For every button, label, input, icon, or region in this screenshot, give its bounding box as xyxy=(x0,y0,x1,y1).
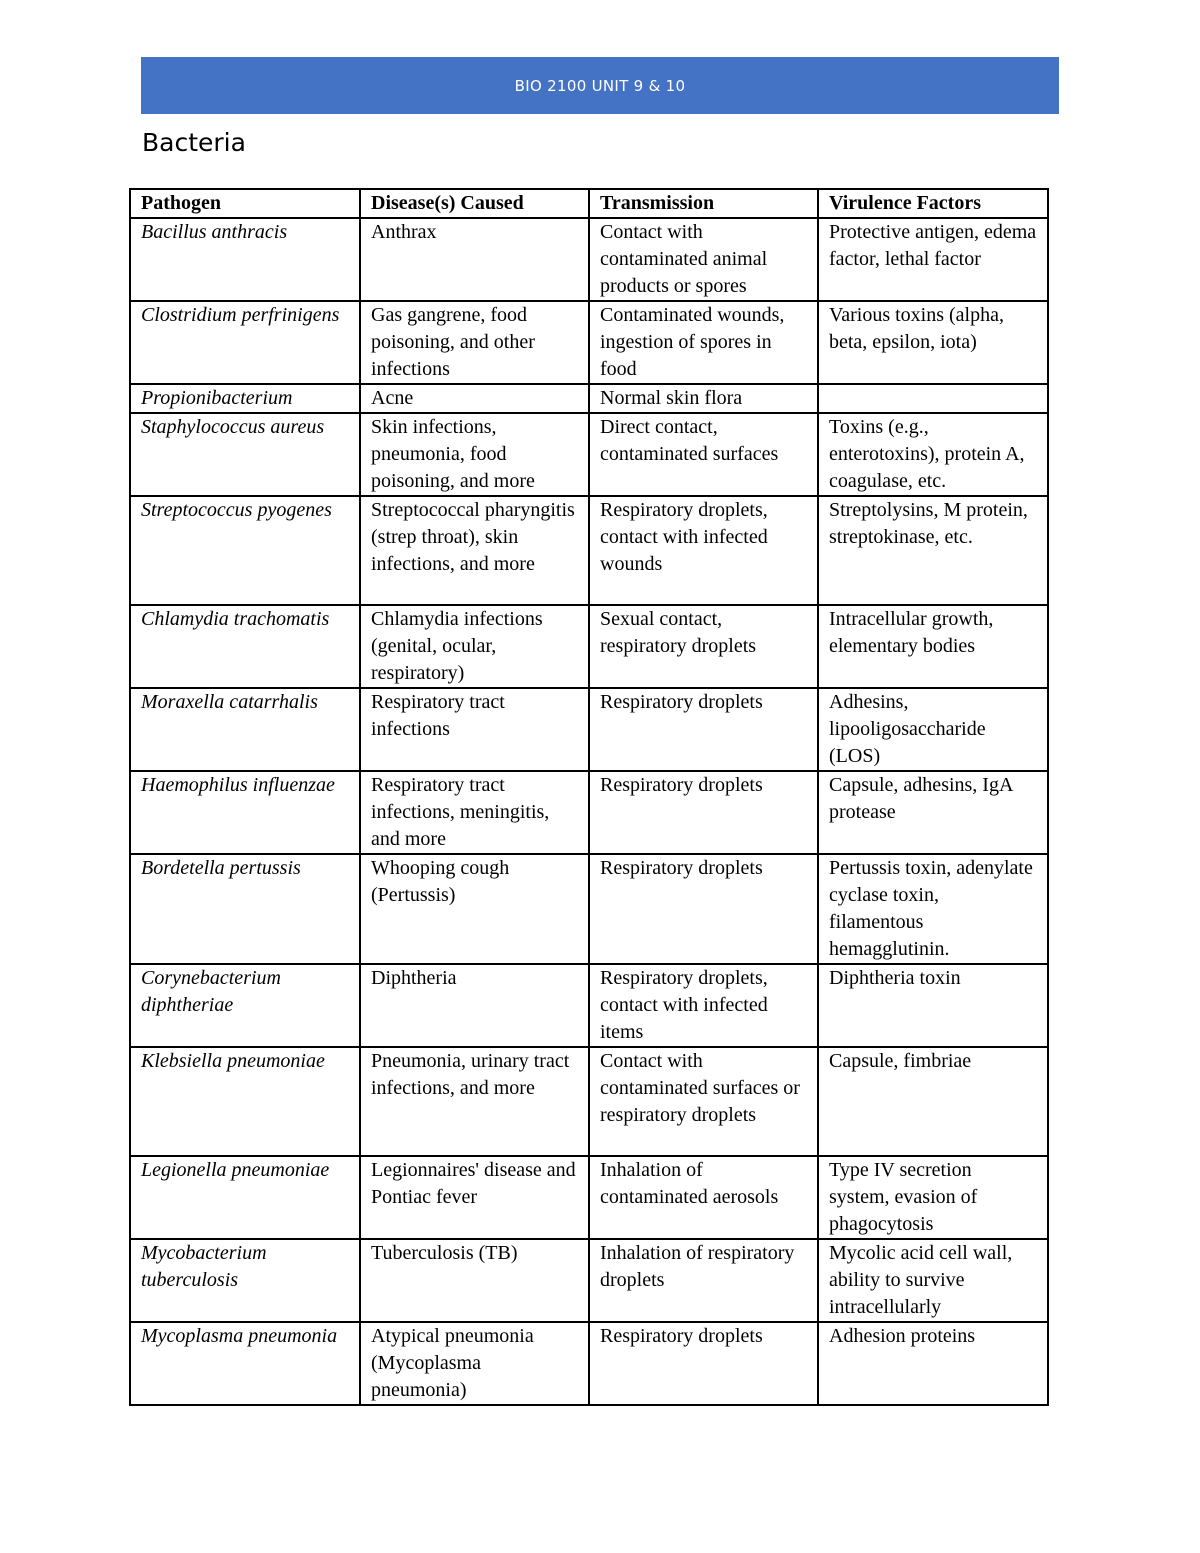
transmission-cell: Contact with contaminated surfaces or respiratory droplets xyxy=(589,1047,818,1156)
pathogen-cell: Bacillus anthracis xyxy=(130,218,360,301)
pathogen-cell: Haemophilus influenzae xyxy=(130,771,360,854)
column-header-transmission: Transmission xyxy=(589,189,818,218)
disease-cell: Atypical pneumonia (Mycoplasma pneumonia) xyxy=(360,1322,589,1405)
virulence-cell xyxy=(818,384,1048,413)
disease-cell: Streptococcal pharyngitis (strep throat), skin infections, and more xyxy=(360,496,589,605)
pathogen-cell: Bordetella pertussis xyxy=(130,854,360,964)
virulence-cell: Toxins (e.g., enterotoxins), protein A, coagulase, etc. xyxy=(818,413,1048,496)
transmission-cell: Respiratory droplets xyxy=(589,854,818,964)
page-header xyxy=(141,57,1059,114)
pathogen-table xyxy=(129,188,1049,1406)
virulence-cell: Adhesion proteins xyxy=(818,1322,1048,1405)
column-header-pathogen: Pathogen xyxy=(130,189,360,218)
pathogen-cell: Streptococcus pyogenes xyxy=(130,496,360,605)
transmission-cell: Respiratory droplets, contact with infected wounds xyxy=(589,496,818,605)
table-row xyxy=(130,1239,1048,1322)
column-header-virulence: Virulence Factors xyxy=(818,189,1048,218)
table-row xyxy=(130,854,1048,964)
pathogen-cell: Clostridium perfrinigens xyxy=(130,301,360,384)
pathogen-cell: Legionella pneumoniae xyxy=(130,1156,360,1239)
transmission-cell: Inhalation of contaminated aerosols xyxy=(589,1156,818,1239)
transmission-cell: Contaminated wounds, ingestion of spores in food xyxy=(589,301,818,384)
virulence-cell: Type IV secretion system, evasion of phagocytosis xyxy=(818,1156,1048,1239)
transmission-cell: Respiratory droplets xyxy=(589,1322,818,1405)
disease-cell: Diphtheria xyxy=(360,964,589,1047)
table-row xyxy=(130,301,1048,384)
pathogen-cell: Klebsiella pneumoniae xyxy=(130,1047,360,1156)
virulence-cell: Diphtheria toxin xyxy=(818,964,1048,1047)
table-body xyxy=(130,218,1048,1405)
table-row xyxy=(130,964,1048,1047)
table-header-row xyxy=(130,189,1048,218)
pathogen-cell: Corynebacterium diphtheriae xyxy=(130,964,360,1047)
transmission-cell: Respiratory droplets xyxy=(589,688,818,771)
virulence-cell: Various toxins (alpha, beta, epsilon, iota) xyxy=(818,301,1048,384)
pathogen-cell: Chlamydia trachomatis xyxy=(130,605,360,688)
virulence-cell: Streptolysins, M protein, streptokinase, etc. xyxy=(818,496,1048,605)
pathogen-cell: Moraxella catarrhalis xyxy=(130,688,360,771)
section-title: Bacteria xyxy=(142,128,246,157)
pathogen-cell: Mycobacterium tuberculosis xyxy=(130,1239,360,1322)
transmission-cell: Direct contact, contaminated surfaces xyxy=(589,413,818,496)
transmission-cell: Sexual contact, respiratory droplets xyxy=(589,605,818,688)
disease-cell: Anthrax xyxy=(360,218,589,301)
transmission-cell: Respiratory droplets xyxy=(589,771,818,854)
table-row xyxy=(130,1156,1048,1239)
header-title: BIO 2100 UNIT 9 & 10 xyxy=(514,76,686,95)
table-row xyxy=(130,384,1048,413)
virulence-cell: Adhesins, lipooligosaccharide (LOS) xyxy=(818,688,1048,771)
disease-cell: Legionnaires' disease and Pontiac fever xyxy=(360,1156,589,1239)
disease-cell: Chlamydia infections (genital, ocular, respiratory) xyxy=(360,605,589,688)
table-row xyxy=(130,688,1048,771)
table-row xyxy=(130,218,1048,301)
transmission-cell: Contact with contaminated animal products or spores xyxy=(589,218,818,301)
virulence-cell: Capsule, fimbriae xyxy=(818,1047,1048,1156)
virulence-cell: Capsule, adhesins, IgA protease xyxy=(818,771,1048,854)
column-header-disease: Disease(s) Caused xyxy=(360,189,589,218)
transmission-cell: Normal skin flora xyxy=(589,384,818,413)
disease-cell: Respiratory tract infections, meningitis, and more xyxy=(360,771,589,854)
disease-cell: Tuberculosis (TB) xyxy=(360,1239,589,1322)
disease-cell: Whooping cough (Pertussis) xyxy=(360,854,589,964)
table-row xyxy=(130,1322,1048,1405)
pathogen-cell: Propionibacterium xyxy=(130,384,360,413)
virulence-cell: Mycolic acid cell wall, ability to survive intracellularly xyxy=(818,1239,1048,1322)
transmission-cell: Respiratory droplets, contact with infected items xyxy=(589,964,818,1047)
table-row xyxy=(130,496,1048,605)
table-row xyxy=(130,771,1048,854)
transmission-cell: Inhalation of respiratory droplets xyxy=(589,1239,818,1322)
virulence-cell: Intracellular growth, elementary bodies xyxy=(818,605,1048,688)
virulence-cell: Pertussis toxin, adenylate cyclase toxin, filamentous hemagglutinin. xyxy=(818,854,1048,964)
disease-cell: Acne xyxy=(360,384,589,413)
disease-cell: Respiratory tract infections xyxy=(360,688,589,771)
disease-cell: Pneumonia, urinary tract infections, and more xyxy=(360,1047,589,1156)
pathogen-cell: Mycoplasma pneumonia xyxy=(130,1322,360,1405)
table-row xyxy=(130,413,1048,496)
disease-cell: Gas gangrene, food poisoning, and other infections xyxy=(360,301,589,384)
pathogen-cell: Staphylococcus aureus xyxy=(130,413,360,496)
disease-cell: Skin infections, pneumonia, food poisoning, and more xyxy=(360,413,589,496)
virulence-cell: Protective antigen, edema factor, lethal factor xyxy=(818,218,1048,301)
table-row xyxy=(130,605,1048,688)
table-row xyxy=(130,1047,1048,1156)
